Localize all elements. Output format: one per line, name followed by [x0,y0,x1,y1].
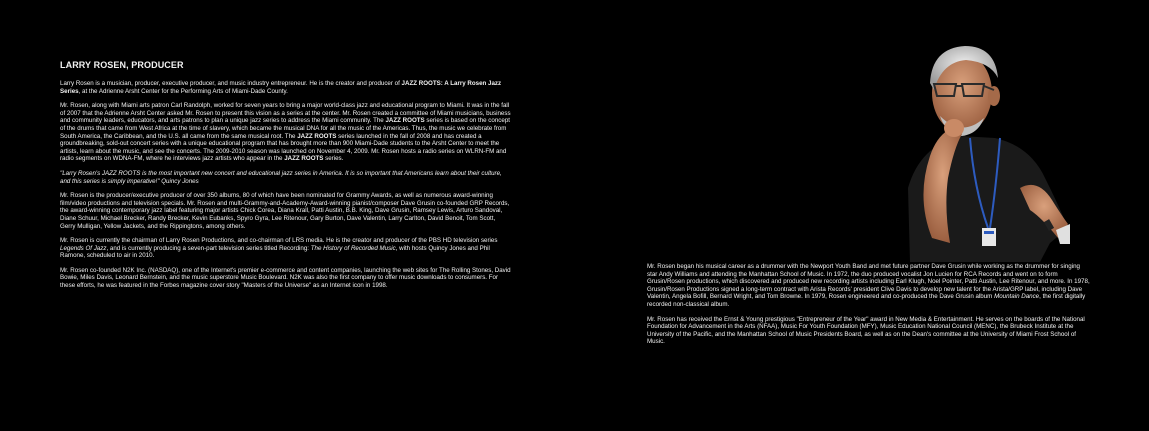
bio-column-right [647,263,1092,353]
intro-paragraph: Larry Rosen is a musician, producer, executive producer, and music industry entrepreneur. He is the creator and producer of JAZZ ROOTS: A Larry Rosen Jazz Series, at the Adrienne Arsht Center for the Performing Arts of Miami-Dade County. [60,80,502,95]
bio-column [60,80,512,297]
quote-paragraph: "Larry Rosen's JAZZ ROOTS is the most important new concert and educational jazz series in America. It is so important that Americans learn about their culture, and this series is simply imperative!" Quincy Jones [60,169,502,185]
page-title: LARRY ROSEN, PRODUCER [60,60,184,70]
left-page [0,0,574,431]
career-paragraph: Mr. Rosen began his musical career as a drummer with the Newport Youth Band and met future partner Dave Grusin while working as the drummer for singing star Andy Williams and attending the Manhattan School of Music. In 1972, the duo produced vocalist Jon Lucien for RCA Records and went on to form Grusin/Rosen productions, which discovered and produced new recording artists including Earl Klugh, Noel Pointer, Patti Austin, Lee Ritenour, and more. In 1978, Grusin/Rosen Productions signed a long-term contract with Arista Records' president Clive Davis to develop new talent for the Arista/GRP label, including Dave Valentin, Angela Bofill, Bernard Wright, and Tom Browne. In 1979, Rosen engineered and co-produced the Dave Grusin album Mountain Dance, the first digitally recorded non-classical album. [647,263,1090,308]
grammy-paragraph: Mr. Rosen is the producer/executive producer of over 350 albums, 80 of which have been nominated for Grammy Awards, as well as numerous award-winning film/video productions and television specials. Mr. Rosen and multi-Grammy-and-Academy-Award-winning pianist/composer Dave Grusin co-founded GRP Records, the award-winning contemporary jazz label featuring major artists Chick Corea, Diana Krall, Patti Austin, B.B. King, Dave Grusin, Ramsey Lewis, Arturo Sandoval, Diane Schuur, Michael Brecker, Randy Brecker, Kevin Eubanks, Spyro Gyra, Lee Ritenour, Gary Burton, Dave Valentin, Larry Carlton, David Benoit, Tom Scott, Gerry Mulligan, Yellow Jackets, and the Rippingtons, among others. [60,192,510,230]
n2k-paragraph: Mr. Rosen co-founded N2K Inc. (NASDAQ), one of the Internet's premier e-commerce and content companies, launching the web sites for The Rolling Stones, David Bowie, Miles Davis, Leonard Bernstein, and the music superstore Music Boulevard. N2K was also the first company to offer music downloads to consumers. For these efforts, he was featured in the Forbes magazine cover story "Masters of the Universe" as an Internet icon in 1998. [60,266,511,290]
jazz-roots-paragraph: Mr. Rosen, along with Miami arts patron Carl Randolph, worked for seven years to bring a major world-class jazz and educational program to Miami. It was in the fall of 2007 that the Adrienne Arsht Center asked Mr. Rosen to present this vision as a series at the center. Mr. Rosen created a committee of Miami musicians, business and community leaders, educators, and arts patrons to plan a unique jazz series to address the Miami community. The JAZZ ROOTS series is based on the concept of the drums that came from West Africa at the time of slavery, which became the musical DNA for all the music of the Americas. Thus, the music we celebrate from South America, the Caribbean, and the U.S. all came from the same musical root. The JAZZ ROOTS series launched in the fall of 2008 and has created a groundbreaking, sold-out concert series with a unique educational program that has brought more than 900 Miami-Dade students to the Arsht Center to meet the artists, learn about the music, and see the concerts. The 2009-2010 season was launched on November 4, 2009. Mr. Rosen hosts a radio series on WLRN-FM and radio segments on WDNA-FM, where he interviews jazz artists who appear in the JAZZ ROOTS series. [60,102,511,163]
right-page [575,0,1149,431]
productions-paragraph: Mr. Rosen is currently the chairman of Larry Rosen Productions, and co-chairman of LRS media. He is the creator and producer of the PBS HD television series Legends Of Jazz, and is currently producing a seven-part television series titled Recording: The History of Recorded Music, with hosts Quincy Jones and Phil Ramone, scheduled to air in 2010. [60,237,498,260]
portrait-photo [870,38,1070,262]
awards-paragraph: Mr. Rosen has received the Ernst & Young prestigious "Entrepreneur of the Year" award in New Media & Entertainment. He serves on the boards of the National Foundation for Advancement in the Arts (NFAA), Music For Youth Foundation (MFY), Music Education National Council (MENC), the Brubeck Institute at the University of the Pacific, and the Manhattan School of Music Presidents Board, as well as on the Dean's committee at the University of Miami Frost School of Music. [647,315,1085,346]
